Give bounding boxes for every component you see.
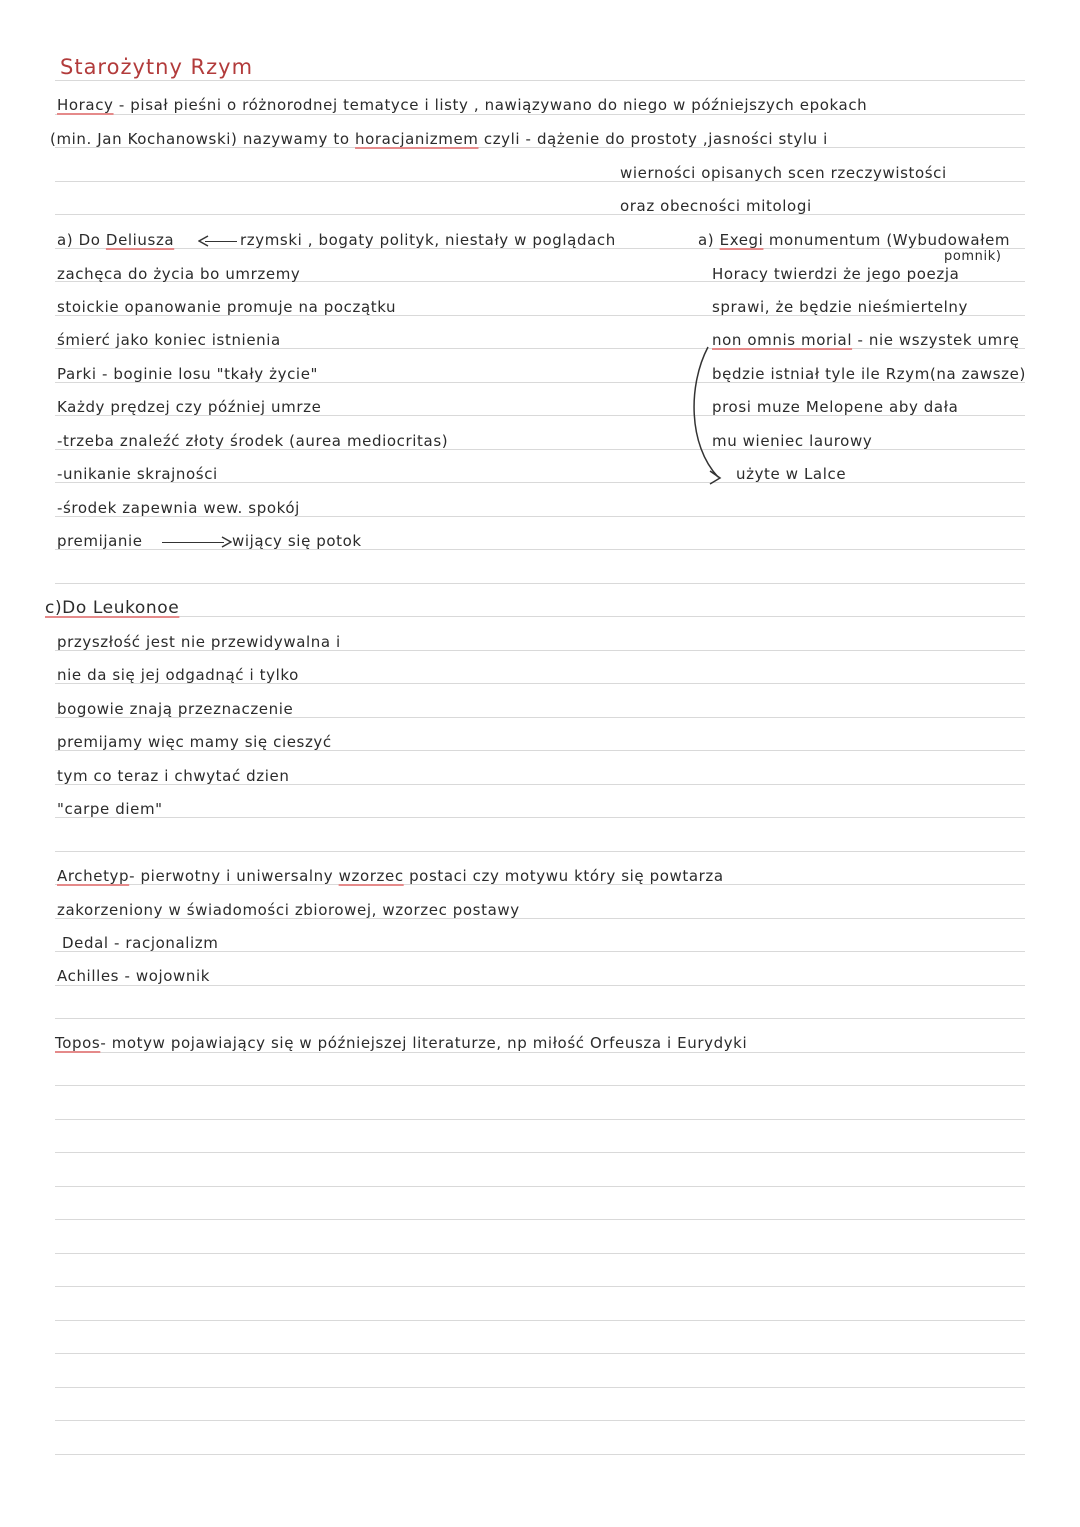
ruled-line: [55, 616, 1025, 617]
wzorzec-term: wzorzec: [338, 867, 404, 885]
intro-line-4: oraz obecności mitologi: [620, 197, 812, 215]
bracket-arrow-icon: [686, 345, 736, 493]
ruled-line: [55, 549, 1025, 550]
intro-line-2: [50, 130, 828, 148]
exegi-line-4: będzie istniał tyle ile Rzym(na zawsze): [712, 365, 1026, 383]
deliusz-last-right: wijący się potok: [232, 532, 362, 550]
ruled-line: [55, 583, 1025, 584]
deliusz-last-left: premijanie: [57, 532, 143, 550]
exegi-term: Exegi: [719, 231, 764, 249]
intro-line-1-text: - pisał pieśni o różnorodnej tematyce i listy , nawiązywano do niego w późniejszych epokach: [118, 96, 868, 114]
exegi-line-3: [712, 331, 1019, 349]
archetyp-line-4: Achilles - wojownik: [57, 967, 211, 985]
deliusz-term: Deliusza: [105, 231, 175, 249]
topos-line: [55, 1034, 747, 1052]
exegi-line-7: użyte w Lalce: [736, 465, 847, 483]
ruled-line: [55, 1052, 1025, 1053]
ruled-line: [55, 1253, 1025, 1254]
deliusz-line-2: stoickie opanowanie promuje na początku: [57, 298, 397, 316]
deliusz-line-7: -unikanie skrajności: [57, 465, 218, 483]
leukonoe-line-3: bogowie znają przeznaczenie: [57, 700, 294, 718]
ruled-line: [55, 1320, 1025, 1321]
archetyp-line-1: [57, 867, 724, 885]
deliusz-line-3: śmierć jako koniec istnienia: [57, 331, 281, 349]
ruled-line: [55, 1387, 1025, 1388]
exegi-prefix: a): [698, 231, 715, 249]
intro-line-3: wierności opisanych scen rzeczywistości: [620, 164, 947, 182]
deliusz-line-1: zachęca do życia bo umrzemy: [57, 265, 301, 283]
exegi-line-2: sprawi, że będzie nieśmiertelny: [712, 298, 968, 316]
exegi-line-5: prosi muze Melopene aby dała: [712, 398, 959, 416]
ruled-line: [55, 1152, 1025, 1153]
ruled-line: [55, 817, 1025, 818]
term-horacy: Horacy: [57, 96, 114, 114]
topos-rest: - motyw pojawiający się w późniejszej literaturze, np miłość Orfeusza i Eurydyki: [100, 1034, 748, 1052]
arrow-right-icon: [220, 536, 232, 548]
ruled-line: [55, 214, 1025, 215]
archetyp-line-2: zakorzeniony w świadomości zbiorowej, wzorzec postawy: [57, 901, 520, 919]
deliusz-line-6: -trzeba znaleźć złoty środek (aurea mediocritas): [57, 432, 449, 450]
intro-line-2b: czyli - dążenie do prostoty ,jasności stylu i: [483, 130, 828, 148]
leukonoe-heading: [45, 599, 179, 617]
ruled-line: [55, 1018, 1025, 1019]
deliusz-line-4: Parki - boginie losu "tkały życie": [57, 365, 319, 383]
archetyp-line-1b: postaci czy motywu który się powtarza: [409, 867, 724, 885]
deliusz-note: rzymski , bogaty polityk, niestały w poglądach: [240, 231, 616, 249]
deliusz-line-8: -środek zapewnia wew. spokój: [57, 499, 300, 517]
exegi-line-6: mu wieniec laurowy: [712, 432, 873, 450]
exegi-wrap: pomnik): [944, 249, 1002, 264]
ruled-line: [55, 80, 1025, 81]
deliusz-line-5: Każdy prędzej czy później umrze: [57, 398, 322, 416]
archetyp-line-1a: - pierwotny i uniwersalny: [129, 867, 334, 885]
non-omnis-rest: - nie wszystek umrę: [857, 331, 1020, 349]
ruled-line: [55, 1186, 1025, 1187]
topos-term: Topos: [55, 1034, 101, 1052]
archetyp-term: Archetyp: [57, 867, 130, 885]
premijanie-arrow: [162, 542, 224, 543]
intro-line-1: [57, 96, 867, 114]
exegi-rest: monumentum (Wybudowałem: [768, 231, 1011, 249]
leukonoe-line-1: przyszłość jest nie przewidywalna i: [57, 633, 341, 651]
ruled-line: [55, 1454, 1025, 1455]
leukonoe-line-4: premijamy więc mamy się cieszyć: [57, 733, 332, 751]
leukonoe-title: c)Do Leukonoe: [45, 598, 180, 618]
deliusz-heading: [57, 231, 174, 249]
arrow-left-icon: [198, 235, 210, 247]
deliusz-prefix: a) Do: [57, 231, 101, 249]
ruled-line: [55, 851, 1025, 852]
leukonoe-line-6: "carpe diem": [57, 800, 163, 818]
intro-line-2a: (min. Jan Kochanowski) nazywamy to: [50, 130, 350, 148]
ruled-line: [55, 114, 1025, 115]
leukonoe-line-2: nie da się jej odgadnąć i tylko: [57, 666, 299, 684]
ruled-line: [55, 1085, 1025, 1086]
leukonoe-line-5: tym co teraz i chwytać dzien: [57, 767, 290, 785]
archetyp-line-3: Dedal - racjonalizm: [62, 934, 219, 952]
ruled-line: [55, 1119, 1025, 1120]
ruled-line: [55, 1353, 1025, 1354]
non-omnis-term: non omnis morial: [712, 331, 853, 349]
ruled-line: [55, 1286, 1025, 1287]
exegi-line-1: Horacy twierdzi że jego poezja: [712, 265, 960, 283]
ruled-line: [55, 1219, 1025, 1220]
page-title: Starożytny Rzym: [60, 55, 254, 79]
ruled-line: [55, 985, 1025, 986]
term-horacjanizm: horacjanizmem: [355, 130, 479, 148]
ruled-line: [55, 1420, 1025, 1421]
exegi-heading: [698, 231, 1010, 249]
